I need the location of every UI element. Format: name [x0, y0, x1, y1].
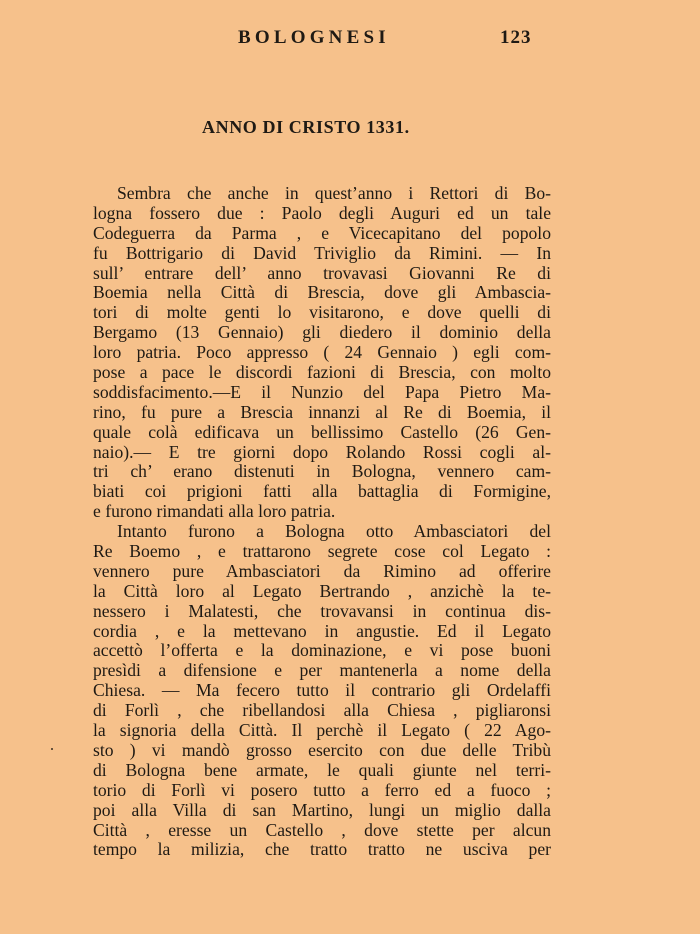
text-line: loro patria. Poco appresso ( 24 Gennaio ) egli com- [93, 342, 551, 363]
running-head [0, 27, 700, 53]
text-line: Re Boemo , e trattarono segrete cose col Legato : [93, 541, 551, 562]
text-line: fu Bottrigario di David Triviglio da Rimini. — In [93, 242, 551, 263]
text-line: e furono rimandati alla loro patria. [93, 501, 336, 522]
text-line: soddisfacimento.—E il Nunzio del Papa Pietro Ma- [93, 381, 551, 402]
text-line: Bergamo (13 Gennaio) gli diedero il dominio della [93, 322, 551, 343]
text-line: Codeguerra da Parma , e Vicecapitano del popolo [93, 222, 551, 243]
text-line: Intanto furono a Bologna otto Ambasciatori del [117, 521, 551, 542]
text-line: logna fossero due : Paolo degli Auguri ed un tale [93, 202, 551, 223]
section-heading: ANNO DI CRISTO 1331. [202, 117, 410, 137]
body-text [93, 184, 551, 860]
text-line: Boemia nella Città di Brescia, dove gli Ambascia- [93, 282, 551, 303]
text-line: di Forlì , che ribellandosi alla Chiesa , pigliaronsi [93, 700, 551, 721]
running-title: BOLOGNESI [238, 27, 390, 48]
text-line: accettò l’offerta e la dominazione, e vi pose buoni [93, 640, 551, 661]
text-line: la Città loro al Legato Bertrando , anzichè la te- [93, 580, 551, 601]
text-line: poi alla Villa di san Martino, lungi un miglio dalla [93, 799, 551, 820]
page-number: 123 [500, 27, 532, 48]
text-line: biati coi prigioni fatti alla battaglia di Formigine, [93, 481, 551, 502]
text-line: cordia , e la mettevano in angustie. Ed il Legato [93, 620, 551, 641]
text-line: nessero i Malatesti, che trovavansi in continua dis- [93, 600, 551, 621]
text-line: Sembra che anche in quest’anno i Rettori di Bo- [117, 183, 551, 203]
text-line: la signoria della Città. Il perchè il Legato ( 22 Ago- [93, 720, 551, 741]
text-line: sto ) vi mandò grosso esercito con due delle Tribù [93, 739, 551, 760]
text-line: quale colà edificava un bellissimo Castello (26 Gen- [93, 421, 551, 442]
text-line: rino, fu pure a Brescia innanzi al Re di Boemia, il [93, 401, 551, 422]
text-line: Chiesa. — Ma fecero tutto il contrario gli Ordelaffi [93, 680, 551, 701]
text-line: tri ch’ erano distenuti in Bologna, vennero cam- [93, 461, 551, 482]
text-line: tempo la milizia, che tratto tratto ne usciva per [93, 839, 551, 860]
margin-speck [51, 748, 53, 750]
text-line: sull’ entrare dell’ anno trovavasi Giovanni Re di [93, 262, 551, 283]
text-line: pose a pace le discordi fazioni di Brescia, con molto [93, 362, 551, 383]
text-line: di Bologna bene armate, le quali giunte nel terri- [93, 759, 551, 780]
text-line: naio).— E tre giorni dopo Rolando Rossi cogli al- [93, 441, 551, 462]
text-line: Città , eresse un Castello , dove stette per alcun [93, 819, 551, 840]
text-line: vennero pure Ambasciatori da Rimino ad offerire [93, 560, 551, 581]
text-line: tori di molte genti lo visitarono, e dove quelli di [93, 302, 551, 323]
text-line: torio di Forlì vi posero tutto a ferro ed a fuoco ; [93, 779, 551, 800]
text-line: presìdi a difensione e per mantenerla a nome della [93, 660, 551, 681]
